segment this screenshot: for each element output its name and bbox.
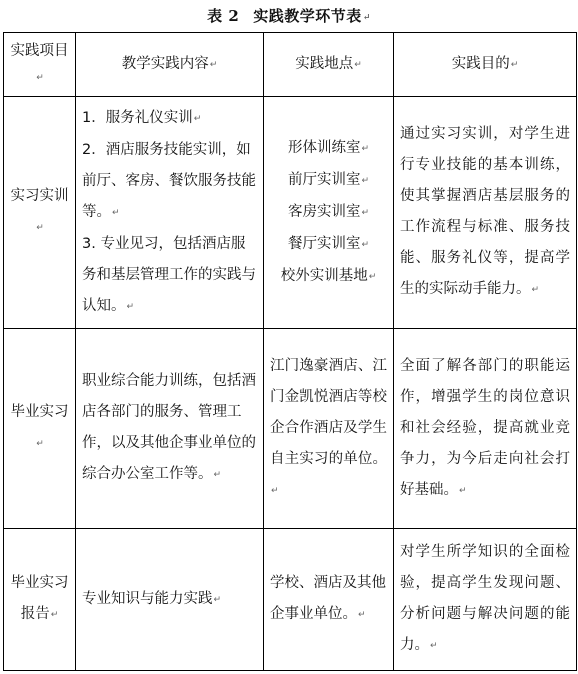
header-place	[264, 33, 394, 97]
table-header-row	[4, 33, 577, 97]
paragraph-mark-icon: ↵	[213, 470, 222, 480]
cell-project	[4, 329, 76, 529]
table-row	[4, 529, 577, 671]
content-item	[82, 229, 257, 323]
place-item	[270, 229, 387, 261]
place-item-text: 前厅实训室	[287, 171, 361, 188]
place-item-text: 校外实训基地	[280, 267, 368, 284]
paragraph-mark-icon: ↵	[193, 113, 202, 124]
header-goal	[394, 33, 577, 97]
paragraph-mark-icon: ↵	[459, 485, 467, 496]
practice-teaching-table	[3, 32, 577, 671]
paragraph-mark-icon: ↵	[362, 13, 371, 23]
paragraph-mark-icon: ↵	[354, 60, 362, 70]
cell-content	[76, 529, 264, 671]
paragraph-mark-icon: ↵	[271, 485, 279, 496]
cell-goal	[394, 97, 577, 329]
cell-project	[4, 529, 76, 671]
header-goal-text: 实践目的	[451, 56, 510, 72]
table-caption-title: 实践教学环节表	[253, 7, 362, 25]
header-content-text: 教学实践内容	[121, 56, 209, 72]
paragraph-mark-icon: ↵	[36, 223, 44, 233]
place-item	[270, 261, 387, 293]
content-item-text: 1．服务礼仪实训	[82, 109, 193, 126]
project-text: 实习实训	[10, 188, 69, 204]
place-text: 江门逸豪酒店、江门金凯悦酒店等校企合作酒店及学生自主实习的单位。	[270, 357, 387, 467]
cell-project	[4, 97, 76, 329]
project-text: 毕业实习	[10, 404, 69, 420]
content-item-text: 2．酒店服务技能实训，如前厅、客房、餐饮服务技能等。	[82, 141, 256, 220]
paragraph-mark-icon: ↵	[361, 143, 370, 154]
cell-goal	[394, 329, 577, 529]
paragraph-mark-icon: ↵	[112, 207, 120, 218]
cell-goal	[394, 529, 577, 671]
place-item-text: 餐厅实训室	[287, 235, 361, 252]
place-text: 学校、酒店及其他企事业单位。	[270, 575, 386, 622]
paragraph-mark-icon: ↵	[36, 73, 44, 83]
paragraph-mark-icon: ↵	[361, 239, 370, 250]
paragraph-mark-icon: ↵	[36, 439, 44, 449]
content-item-text: 3. 专业见习，包括酒店服务和基层管理工作的实践与认知。	[82, 235, 256, 314]
place-item-text: 形体训练室	[287, 139, 361, 156]
header-place-text: 实践地点	[295, 56, 354, 72]
cell-content	[76, 97, 264, 329]
place-item	[270, 165, 387, 197]
content-item	[82, 103, 257, 135]
cell-place	[264, 529, 394, 671]
paragraph-mark-icon: ↵	[430, 641, 438, 651]
paragraph-mark-icon: ↵	[126, 301, 135, 312]
paragraph-mark-icon: ↵	[358, 610, 366, 620]
paragraph-mark-icon: ↵	[531, 285, 540, 295]
place-item	[270, 197, 387, 229]
header-project	[4, 33, 76, 97]
content-item	[82, 135, 257, 229]
table-row	[4, 97, 577, 329]
paragraph-mark-icon: ↵	[361, 207, 370, 218]
place-item	[270, 133, 387, 165]
content-text: 专业知识与能力实践	[82, 590, 213, 607]
paragraph-mark-icon: ↵	[368, 271, 377, 282]
header-content	[76, 33, 264, 97]
paragraph-mark-icon: ↵	[361, 175, 370, 186]
place-item-text: 客房实训室	[287, 203, 361, 220]
paragraph-mark-icon: ↵	[50, 610, 59, 620]
table-caption-number: 表 2	[207, 7, 240, 25]
paragraph-mark-icon: ↵	[213, 594, 222, 605]
cell-place	[264, 97, 394, 329]
goal-text: 通过实习实训，对学生进行专业技能的基本训练，使其掌握酒店基层服务的工作流程与标准、服务技能、服务礼仪等，提高学生的实际动手能力。	[400, 126, 570, 297]
paragraph-mark-icon: ↵	[510, 60, 519, 70]
goal-text: 全面了解各部门的职能运作，增强学生的岗位意识和社会经验，提高就业竞争力，为今后走向社会打好基础。	[400, 357, 570, 498]
goal-text: 对学生所学知识的全面检验，提高学生发现问题、分析问题与解决问题的能力。	[400, 544, 570, 653]
content-text: 职业综合能力训练，包括酒店各部门的服务、管理工作，以及其他企事业单位的综合办公室工作等。	[82, 373, 256, 482]
paragraph-mark-icon: ↵	[209, 60, 218, 70]
table-caption	[0, 6, 578, 28]
cell-content	[76, 329, 264, 529]
project-text: 毕业实习报告	[10, 575, 69, 622]
cell-place	[264, 329, 394, 529]
header-project-text: 实践项目	[10, 43, 69, 59]
table-row	[4, 329, 577, 529]
